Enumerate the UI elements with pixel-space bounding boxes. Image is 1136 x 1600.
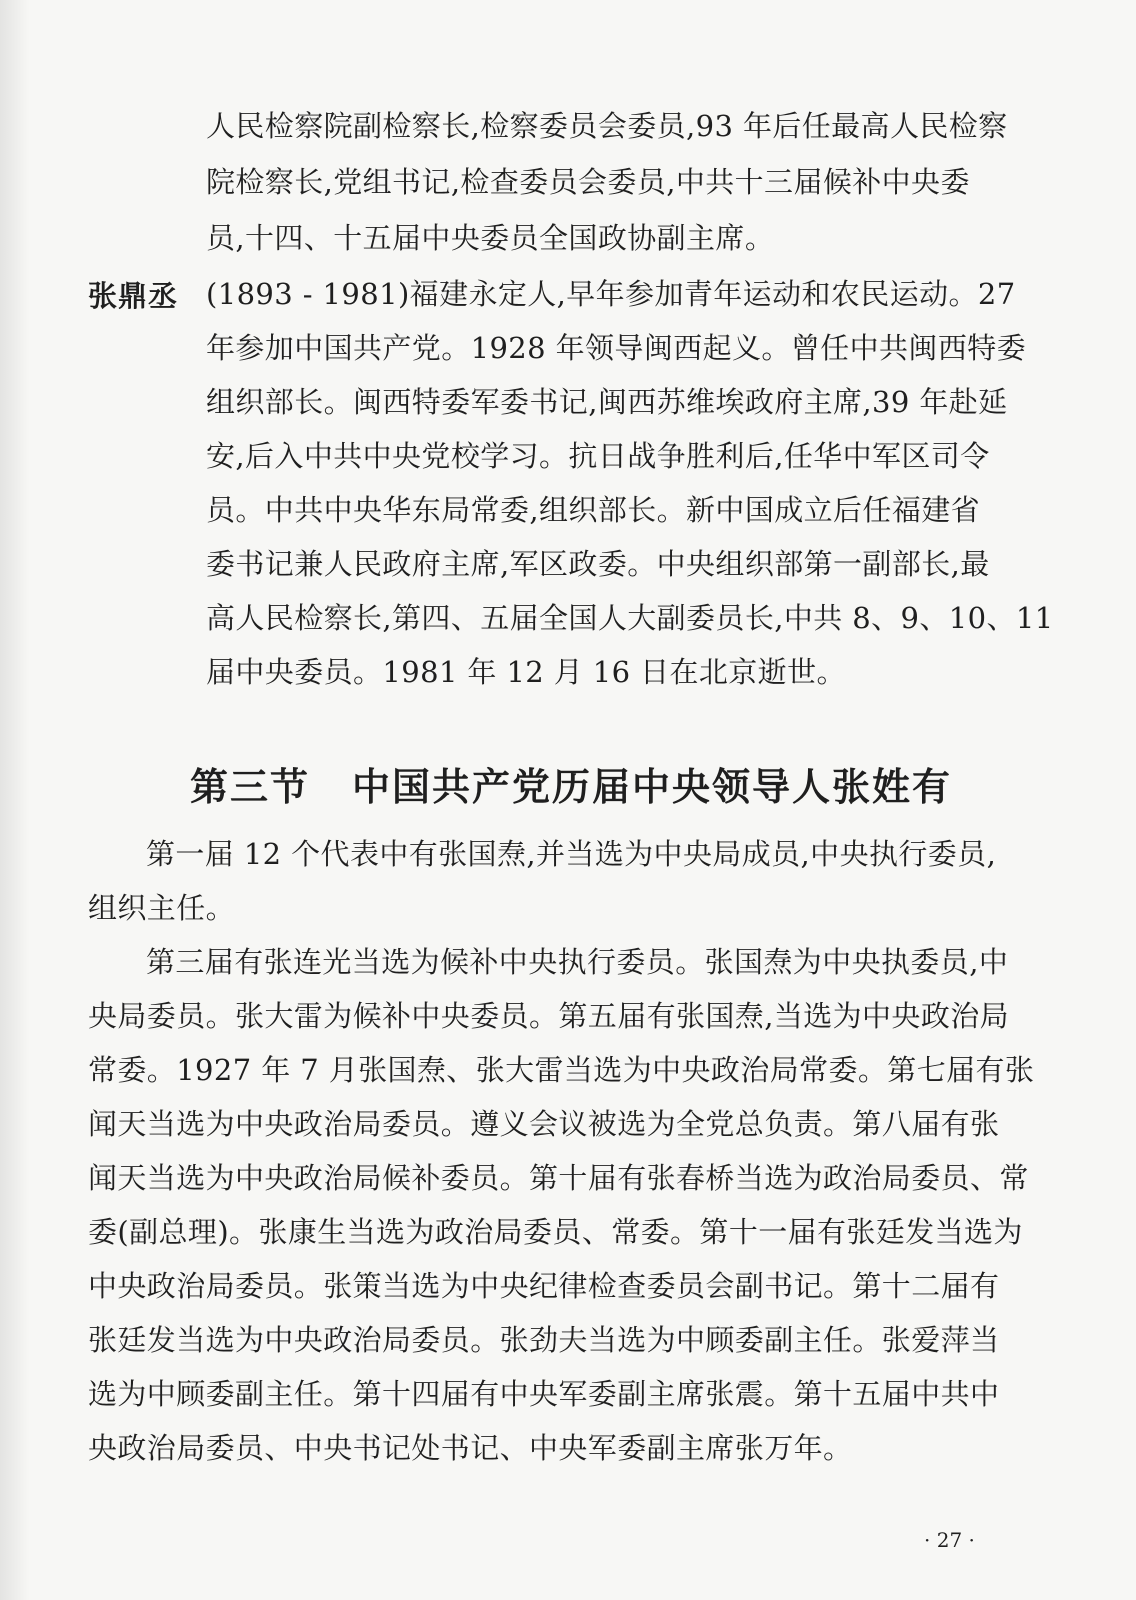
section-number: 第三节 [190, 765, 311, 809]
biography-name: 张鼎丞 [88, 279, 179, 313]
paragraph-line: 组织主任。 [88, 891, 236, 925]
continuation-line: 人民检察院副检察长,检察委员会委员,93 年后任最高人民检察 [206, 109, 1008, 143]
paragraph-line: 第一届 12 个代表中有张国焘,并当选为中央局成员,中央执行委员, [146, 837, 997, 871]
continuation-line: 员,十四、十五届中央委员全国政协副主席。 [206, 221, 775, 255]
biography-line: 高人民检察长,第四、五届全国人大副委员长,中共 8、9、10、11 [206, 601, 1054, 635]
section-heading [190, 762, 952, 812]
paragraph-line: 委(副总理)。张康生当选为政治局委员、常委。第十一届有张廷发当选为 [88, 1215, 1023, 1249]
paragraph-line: 选为中顾委副主任。第十四届有中央军委副主席张震。第十五届中共中 [88, 1377, 1000, 1411]
continuation-line: 院检察长,党组书记,检查委员会委员,中共十三届候补中央委 [206, 165, 970, 199]
biography-line: 安,后入中共中央党校学习。抗日战争胜利后,任华中军区司令 [206, 439, 990, 473]
scan-edge-shadow [0, 0, 30, 1600]
paragraph-line: 闻天当选为中央政治局候补委员。第十届有张春桥当选为政治局委员、常 [88, 1161, 1029, 1195]
biography-line: 届中央委员。1981 年 12 月 16 日在北京逝世。 [206, 655, 846, 689]
page-number: · 27 · [924, 1528, 975, 1552]
paragraph-line: 央局委员。张大雷为候补中央委员。第五届有张国焘,当选为中央政治局 [88, 999, 1010, 1033]
biography-line: 年参加中国共产党。1928 年领导闽西起义。曾任中共闽西特委 [206, 331, 1027, 365]
biography-line: 组织部长。闽西特委军委书记,闽西苏维埃政府主席,39 年赴延 [206, 385, 1008, 419]
paragraph-line: 中央政治局委员。张策当选为中央纪律检查委员会副书记。第十二届有 [88, 1269, 1000, 1303]
paragraph-line: 央政治局委员、中央书记处书记、中央军委副主席张万年。 [88, 1431, 853, 1465]
section-title: 中国共产党历届中央领导人张姓有 [352, 765, 953, 809]
paragraph-line: 张廷发当选为中央政治局委员。张劲夫当选为中顾委副主任。张爱萍当 [88, 1323, 1000, 1357]
biography-line: 员。中共中央华东局常委,组织部长。新中国成立后任福建省 [206, 493, 981, 527]
biography-line: (1893 - 1981)福建永定人,早年参加青年运动和农民运动。27 [206, 277, 1016, 311]
paragraph-line: 常委。1927 年 7 月张国焘、张大雷当选为中央政治局常委。第七届有张 [88, 1053, 1035, 1087]
paragraph-line: 第三届有张连光当选为候补中央执行委员。张国焘为中央执委员,中 [146, 945, 1009, 979]
biography-line: 委书记兼人民政府主席,军区政委。中央组织部第一副部长,最 [206, 547, 990, 581]
paragraph-line: 闻天当选为中央政治局委员。遵义会议被选为全党总负责。第八届有张 [88, 1107, 1000, 1141]
